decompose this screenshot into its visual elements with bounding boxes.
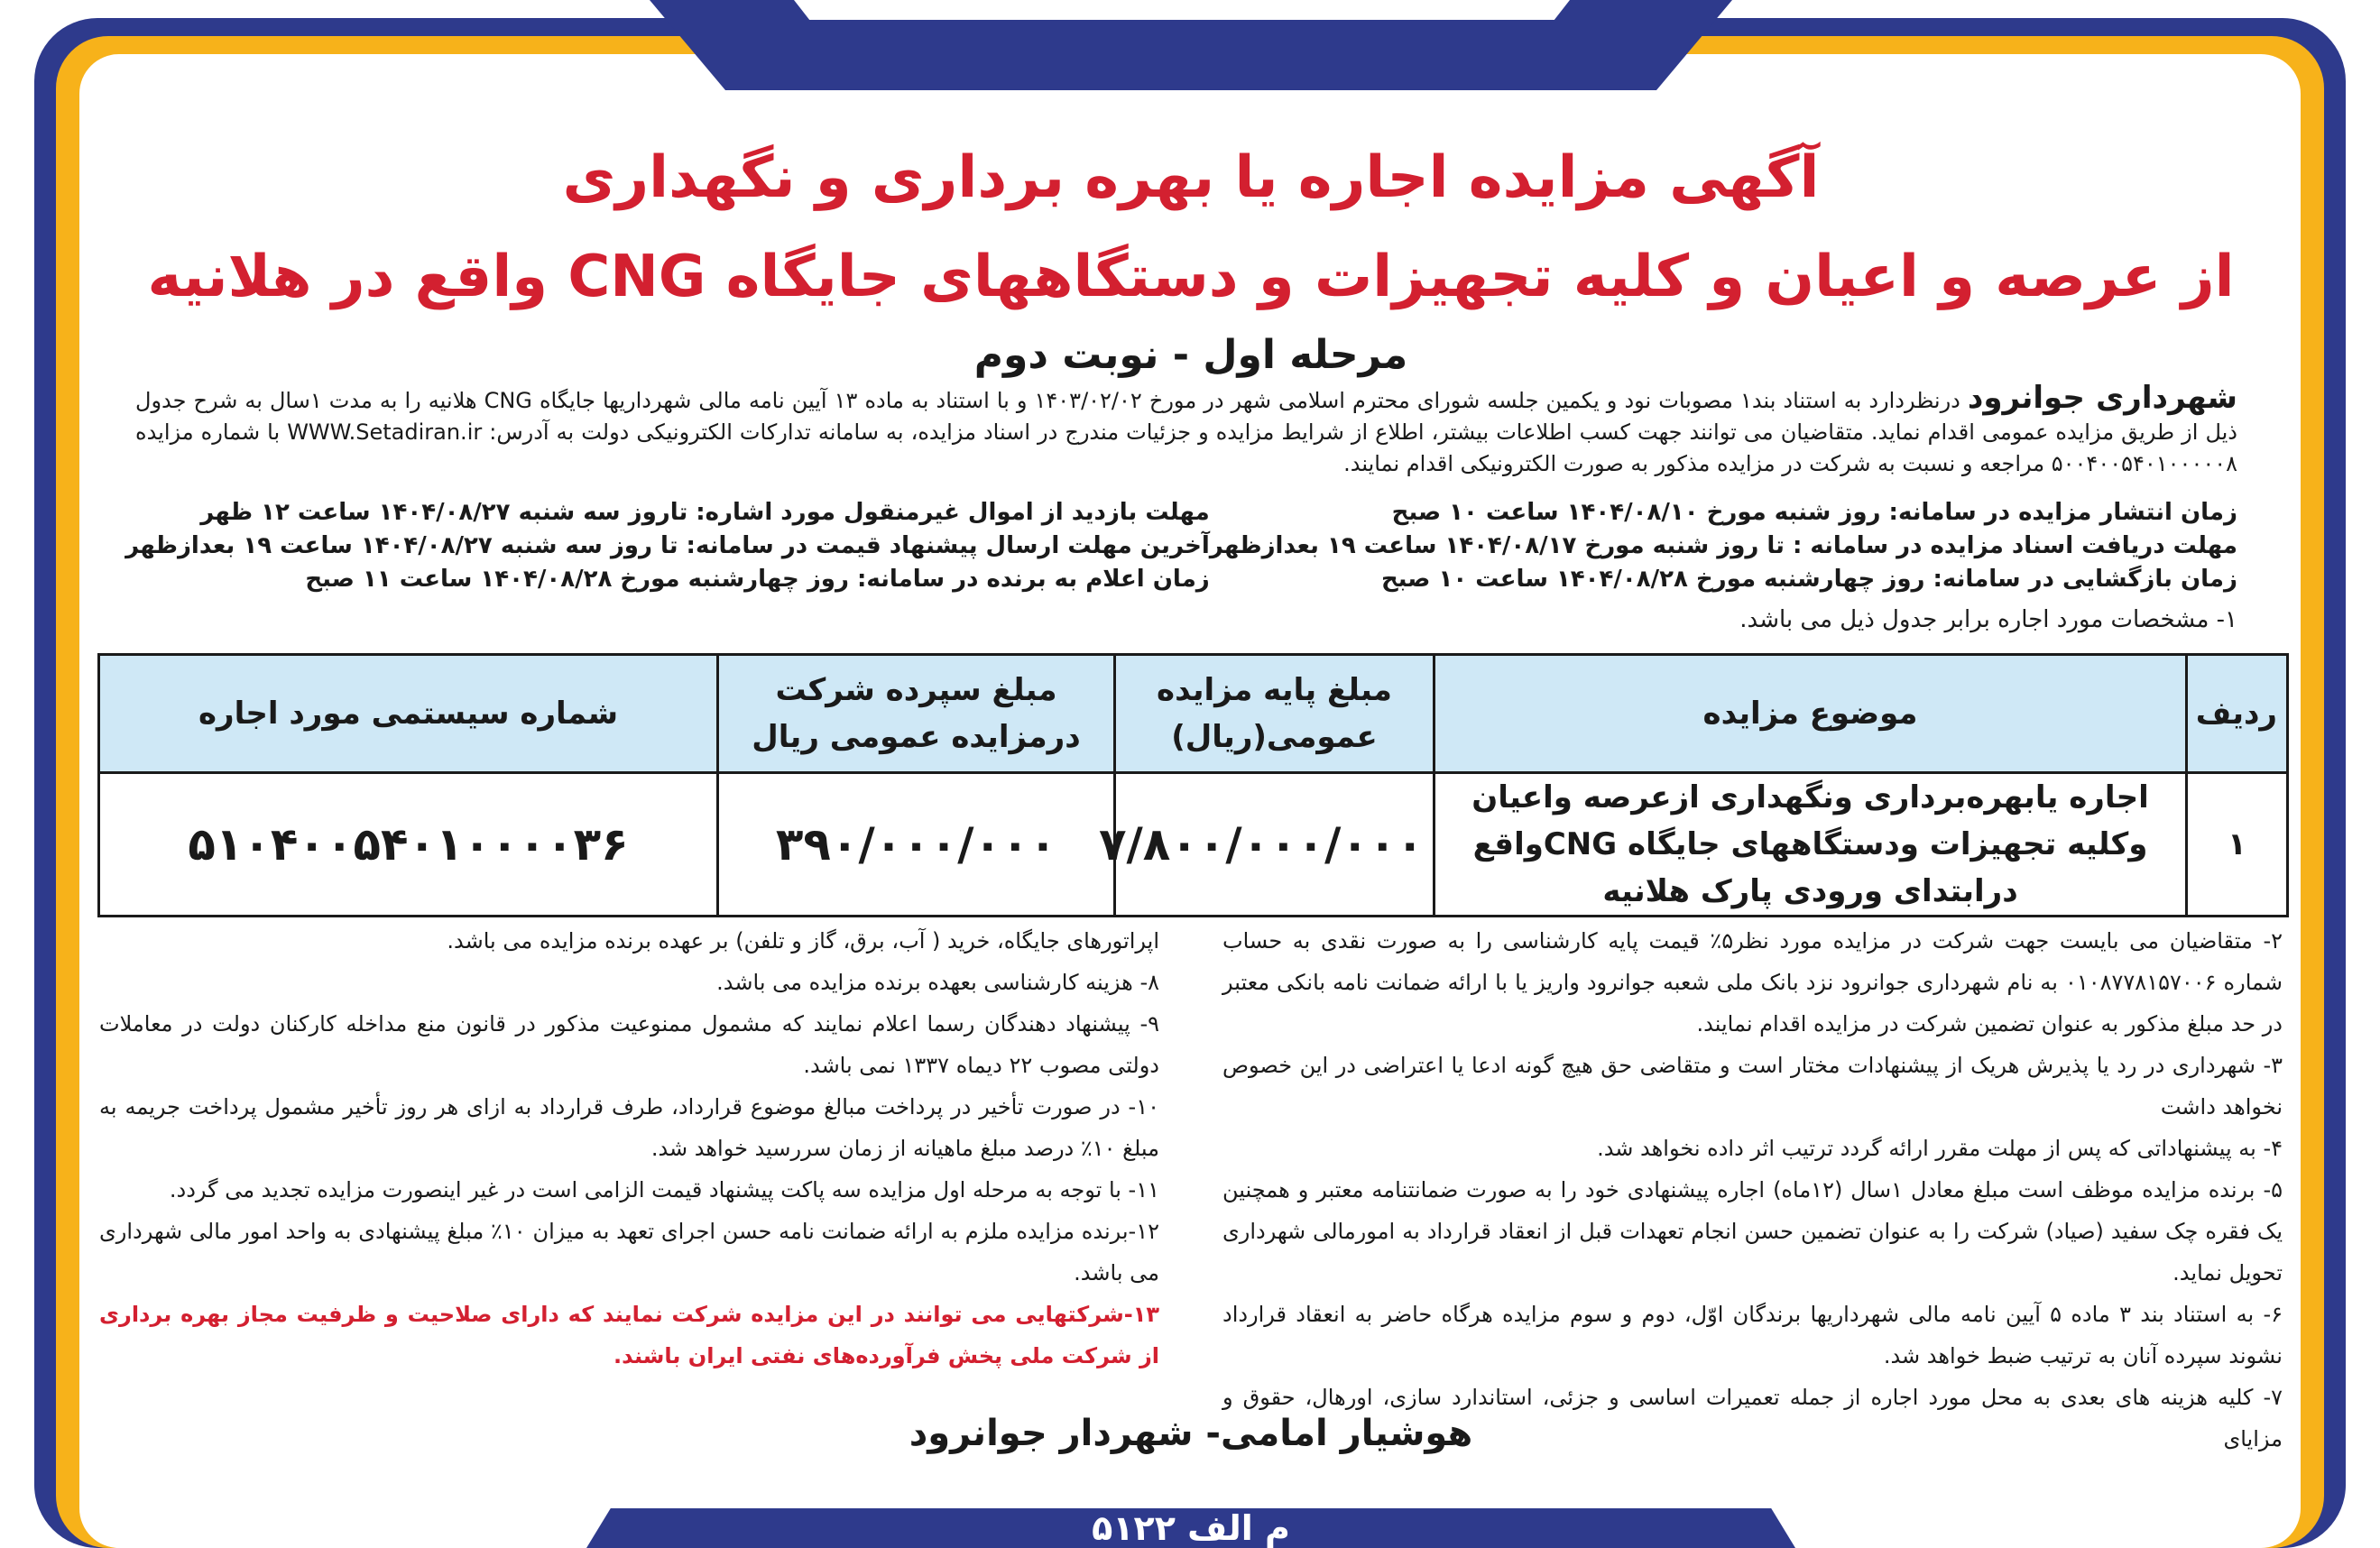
header-deposit: مبلغ سپرده شرکت درمزایده عمومی ریال bbox=[718, 655, 1115, 773]
condition-4: ۴- به پیشنهاداتی که پس از مهلت مقرر ارائه گردد ترتیب اثر داده نخواهد شد. bbox=[1597, 1136, 2283, 1161]
schedule-left-column bbox=[125, 496, 1210, 596]
cell-base-price: ۷/۸۰۰/۰۰۰/۰۰۰ bbox=[1115, 773, 1434, 917]
header-row-number: ردیف bbox=[2187, 655, 2288, 773]
winner-announcement: زمان اعلام به برنده در سامانه: روز چهارشنبه مورخ ۱۴۰۴/۰۸/۲۸ ساعت ۱۱ صبح bbox=[305, 566, 1210, 593]
title-line-1: آگهی مزایده اجاره یا بهره برداری و نگهداری bbox=[562, 144, 1820, 211]
table-row bbox=[99, 773, 2288, 917]
condition-11: ۱۱- با توجه به مرحله اول مزایده سه پاکت پیشنهاد قیمت الزامی است در غیر اینصورت مزایده تجدید می گردد. bbox=[169, 1177, 1159, 1202]
intro-paragraph bbox=[135, 382, 2237, 480]
signature: هوشیار امامی- شهردار جوانرود bbox=[909, 1413, 1473, 1454]
header-base-price: مبلغ پایه مزایده عمومی(ریال) bbox=[1115, 655, 1434, 773]
organization-name: شهرداری جوانرود bbox=[1967, 380, 2237, 416]
condition-6: ۶- به استناد بند ۳ ماده ۵ آیین نامه مالی شهرداریها برندگان اوّل، دوم و سوم مزایده هرگاه حاضر به انعقاد قرارداد نشوند سپرده آنان به ترتیب ضبط خواهد شد. bbox=[1222, 1302, 2283, 1368]
condition-12: ۱۲-برنده مزایده ملزم به ارائه ضمانت نامه حسن اجرای تعهد به میزان ۱۰٪ مبلغ پیشنهادی به واحد امور مالی شهرداری می باشد. bbox=[99, 1219, 1159, 1285]
cell-subject: اجاره یابهره‌برداری ونگهداری ازعرصه واعیان وکلیه تجهیزات ودستگاههای جایگاه CNGواقع درابتدای ورودی پارک هلانیه bbox=[1434, 773, 2187, 917]
cell-row-number: ۱ bbox=[2187, 773, 2288, 917]
publish-time: زمان انتشار مزایده در سامانه: روز شنبه مورخ ۱۴۰۴/۰۸/۱۰ ساعت ۱۰ صبح bbox=[1391, 499, 2237, 526]
condition-3: ۳- شهرداری در رد یا پذیرش هریک از پیشنهادات مختار است و متقاضی حق هیچ گونه ادعا یا اعتراضی در این خصوص نخواهد داشت bbox=[1222, 1053, 2283, 1120]
condition-13: ۱۳-شرکتهایی می توانند در این مزایده شرکت نمایند که دارای صلاحیت و ظرفیت مجاز بهره برداری از شرکت ملی پخش فرآورده‌های نفتی ایران باشند. bbox=[99, 1302, 1159, 1368]
top-notch-cutout bbox=[794, 0, 1570, 20]
stage-subtitle: مرحله اول - نوبت دوم bbox=[973, 332, 1408, 378]
auction-table bbox=[97, 653, 2289, 917]
bid-deadline: آخرین مهلت ارسال پیشنهاد قیمت در سامانه: تا روز سه شنبه ۱۴۰۴/۰۸/۲۷ ساعت ۱۹ بعدازظهر bbox=[125, 532, 1210, 559]
header-subject: موضوع مزایده bbox=[1434, 655, 2187, 773]
header-system-number: شماره سیستمی مورد اجاره bbox=[99, 655, 718, 773]
table-header-row bbox=[99, 655, 2288, 773]
intro-text: درنظردارد به استناد بند۱ مصوبات نود و یکمین جلسه شورای محترم اسلامی شهر در مورخ ۱۴۰۳/۰۲/۰۲ و با استناد به ماده ۱۳ آیین نامه مالی شهرداریها جایگاه CNG هلانیه را به مدت ۱سال به شرح جدول ذیل از طریق مزایده عمومی اقدام نماید. متقاضیان می توانند جهت کسب اطلاعات بیشتر، اطلاع از شرایط مزایده و جزئیات مندرج در اسناد مزایده، به سامانه تدارکات الکترونیکی دولت به آدرس: WWW.Setadiran.ir با شماره مزایده ۵۰۰۴۰۰۵۴۰۱۰۰۰۰۰۸ مراجعه و نسبت به شرکت در مزایده مذکور به صورت الکترونیکی اقدام نمایند. bbox=[135, 388, 2237, 476]
condition-2: ۲- متقاضیان می بایست جهت شرکت در مزایده مورد نظر۵٪ قیمت پایه کارشناسی را به صورت نقدی به حساب شماره ۰۱۰۸۷۷۸۱۵۷۰۰۶ به نام شهرداری جوانرود نزد بانک ملی شعبه جوانرود واریز یا با ارائه ضمانت نامه بانکی معتبر در حد مبلغ مذکور به عنوان تضمین شرکت در مزایده اقدام نمایند. bbox=[1222, 928, 2283, 1037]
condition-7-continued: اپراتورهای جایگاه، خرید ( آب، برق، گاز و تلفن) بر عهده برنده مزایده می باشد. bbox=[447, 928, 1159, 954]
document-deadline: مهلت دریافت اسناد مزایده در سامانه : تا روز شنبه مورخ ۱۴۰۴/۰۸/۱۷ ساعت ۱۹ بعدازظهر bbox=[1209, 532, 2237, 559]
condition-10: ۱۰- در صورت تأخیر در پرداخت مبالغ موضوع قرارداد، طرف قرارداد به ازای هر روز تأخیر مشمول پرداخت جریمه به مبلغ ۱۰٪ درصد مبلغ ماهیانه از زمان سررسید خواهد شد. bbox=[99, 1094, 1159, 1161]
condition-8: ۸- هزینه کارشناسی بعهده برنده مزایده می باشد. bbox=[716, 970, 1159, 995]
visit-deadline: مهلت بازدید از اموال غیرمنقول مورد اشاره: تاروز سه شنبه ۱۴۰۴/۰۸/۲۷ ساعت ۱۲ ظهر bbox=[200, 499, 1210, 526]
condition-9: ۹- پیشنهاد دهندگان رسما اعلام نمایند که مشمول ممنوعیت مذکور در قانون منع مداخله کارکنان دولت در معاملات دولتی مصوب ۲۲ دیماه ۱۳۳۷ نمی باشد. bbox=[99, 1011, 1159, 1078]
schedule-right-column bbox=[1210, 496, 2237, 596]
condition-5: ۵- برنده مزایده موظف است مبلغ معادل ۱سال (۱۲ماه) اجاره پیشنهادی خود را به صورت ضمانتنامه معتبر و همچنین یک فقره چک سفید (صیاد) شرکت را به عنوان تضمین حسن انجام تعهدات قبل از انعقاد قرارداد به امورمالی شهرداری تحویل نماید. bbox=[1222, 1177, 2283, 1285]
title-line-2: از عرصه و اعیان و کلیه تجهیزات و دستگاههای جایگاه CNG واقع در هلانیه bbox=[147, 244, 2235, 310]
ad-code: م الف ۵۱۲۲ bbox=[1092, 1508, 1290, 1548]
opening-time: زمان بازگشایی در سامانه: روز چهارشنبه مورخ ۱۴۰۴/۰۸/۲۸ ساعت ۱۰ صبح bbox=[1380, 566, 2237, 593]
conditions-left-column bbox=[99, 920, 1159, 1398]
condition-7: ۷- کلیه هزینه های بعدی به محل مورد اجاره از جمله تعمیرات اساسی و جزئی، استاندارد سازی، اورهال، حقوق و مزایای bbox=[1222, 1385, 2283, 1451]
conditions-right-column bbox=[1222, 920, 2283, 1451]
cell-system-number: ۵۱۰۴۰۰۵۴۰۱۰۰۰۰۳۶ bbox=[99, 773, 718, 917]
schedule-section bbox=[125, 496, 2237, 596]
spec-note: ۱- مشخصات مورد اجاره برابر جدول ذیل می باشد. bbox=[1739, 606, 2237, 633]
cell-deposit: ۳۹۰/۰۰۰/۰۰۰ bbox=[718, 773, 1115, 917]
